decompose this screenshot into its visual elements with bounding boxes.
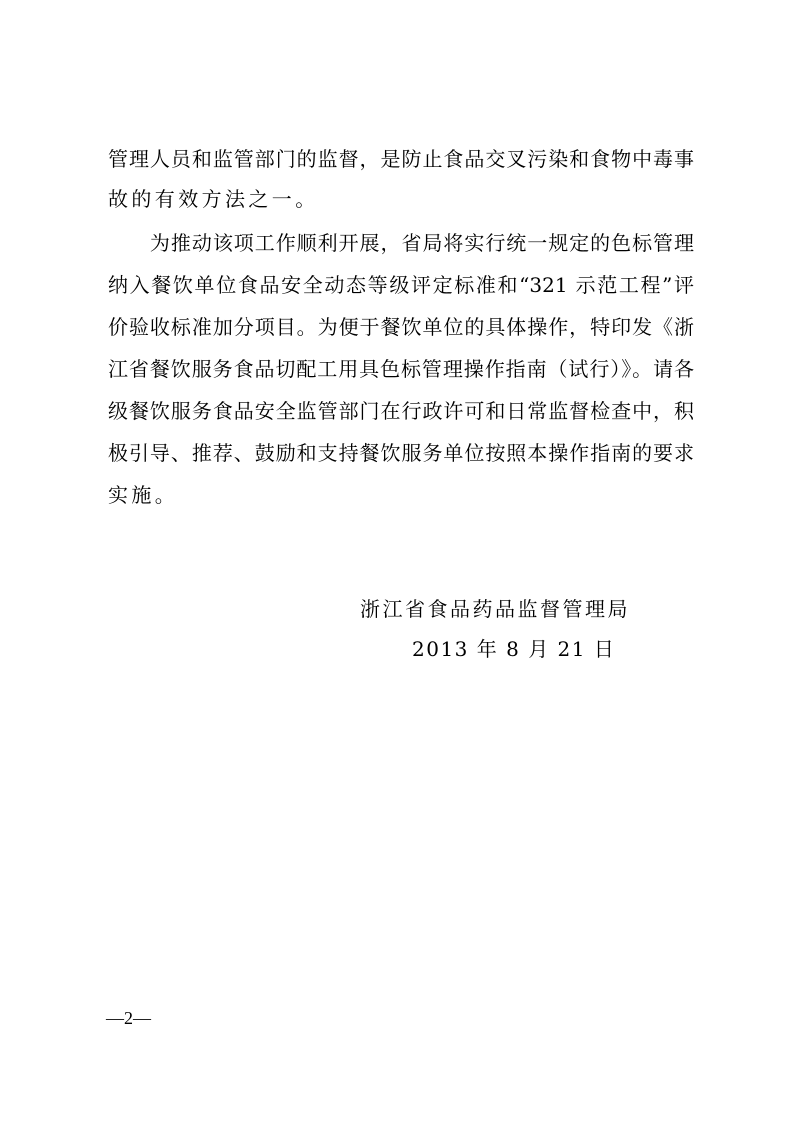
page-number: —2—: [106, 1008, 151, 1028]
paragraph-2-line-3: 价验收标准加分项目。为便于餐饮单位的具体操作，特印发《浙: [108, 315, 694, 339]
paragraph-2-line-5: 级餐饮服务食品安全监管部门在行政许可和日常监督检查中，积: [108, 399, 694, 423]
paragraph-2-line-6: 极引导、推荐、鼓励和支持餐饮服务单位按照本操作指南的要求: [108, 441, 694, 465]
signature-date: 2013 年 8 月 21 日: [412, 637, 616, 661]
paragraph-1-line-1: 管理人员和监管部门的监督，是防止食品交叉污染和食物中毒事: [108, 147, 694, 171]
signature-organization: 浙江省食品药品监督管理局: [360, 597, 630, 621]
paragraph-2-line-1: 为推动该项工作顺利开展，省局将实行统一规定的色标管理: [108, 231, 694, 255]
paragraph-2-line-7: 实施。: [108, 483, 179, 507]
paragraph-2-line-4: 江省餐饮服务食品切配工用具色标管理操作指南（试行）》。请各: [108, 357, 694, 381]
paragraph-1-line-2: 故的有效方法之一。: [108, 187, 319, 211]
paragraph-2-line-2: 纳入餐饮单位食品安全动态等级评定标准和“321 示范工程”评: [108, 273, 694, 297]
